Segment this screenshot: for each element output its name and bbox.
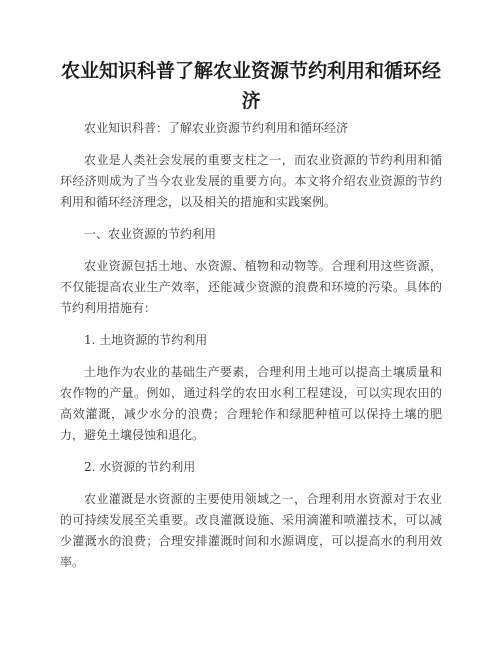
subtitle-paragraph: 农业知识科普：了解农业资源节约利用和循环经济 <box>84 121 349 135</box>
resources-paragraph: 农业资源包括土地、水资源、植物和动物等。合理利用这些资源，不仅能提高农业生产效率，还能减少资源的浪费和环境的污染。具体的节约利用措施有： <box>60 259 442 315</box>
subheading-land-resources: 1. 土地资源的节约利用 <box>84 333 208 347</box>
water-resources-paragraph: 农业灌溉是水资源的主要使用领域之一，合理利用水资源对于农业的可持续发展至关重要。改良灌溉设施、采用滴灌和喷灌技术，可以减少灌溉水的浪费；合理安排灌溉时间和水源调度，可以提高水的利用效率。 <box>60 492 442 569</box>
document-title: 农业知识科普了解农业资源节约利用和循环经济 <box>60 60 441 112</box>
subheading-water-resources: 2. 水资源的节约利用 <box>84 460 196 474</box>
intro-paragraph: 农业是人类社会发展的重要支柱之一，而农业资源的节约利用和循环经济则成为了当今农业发展的重要方向。本文将介绍农业资源的节约利用和循环经济理念，以及相关的措施和实践案例。 <box>60 153 442 209</box>
land-resources-paragraph: 土地作为农业的基础生产要素，合理利用土地可以提高土壤质量和农作物的产量。例如，通过科学的农田水利工程建设，可以实现农田的高效灌溉，减少水分的浪费；合理轮作和绿肥种植可以保持土壤的肥力，避免土壤侵蚀和退化。 <box>60 365 442 442</box>
section-heading-resource-saving: 一、农业资源的节约利用 <box>84 227 217 241</box>
